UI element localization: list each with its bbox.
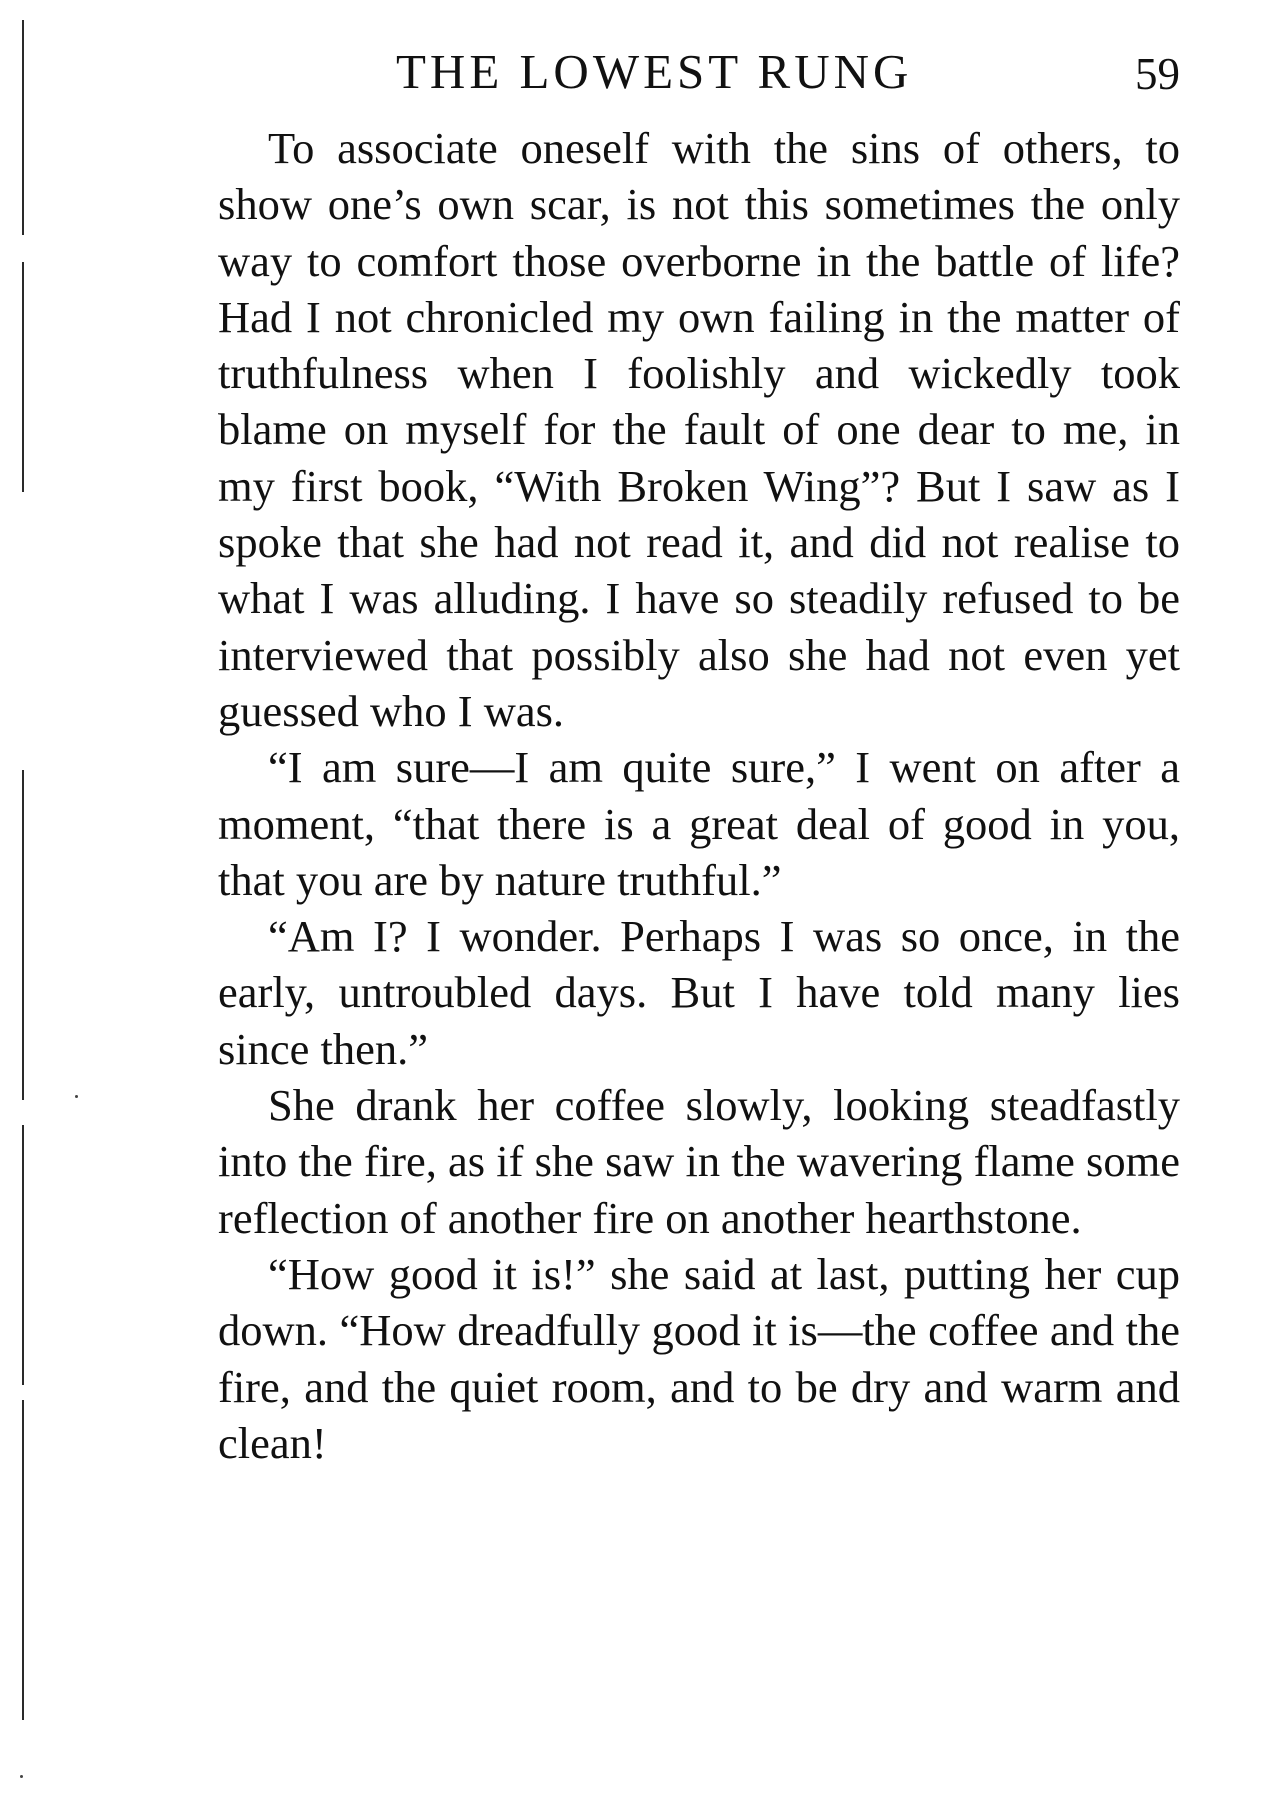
running-title: THE LOWEST RUNG xyxy=(396,44,913,99)
page-header xyxy=(218,42,1180,102)
scan-speck xyxy=(75,1095,78,1098)
paragraph: To associate oneself with the sins of others, to show one’s own scar, is not this sometimes the only way to comfort those overborne in the battle of life? Had I not chronicled my own failing in the matter of truthfulness when I foolishly and wickedly took blame on myself for the fault of one dear to me, in my first book, “With Broken Wing”? But I saw as I spoke that she had not read it, and did not realise to what I was alluding. I have so steadily refused to be interviewed that possibly also she had not even yet guessed who I was. xyxy=(218,123,1180,736)
gutter-edge-mark xyxy=(22,1125,24,1385)
body-text xyxy=(218,120,1180,1471)
gutter-edge-mark xyxy=(22,262,24,492)
gutter-edge-mark xyxy=(22,770,24,1100)
paragraph: She drank her coffee slowly, looking steadfastly into the fire, as if she saw in the wavering flame some reflection of another fire on another hearthstone. xyxy=(218,1080,1180,1243)
scan-speck xyxy=(20,1775,23,1778)
paragraph: “Am I? I wonder. Perhaps I was so once, in the early, untroubled days. But I have told many lies since then.” xyxy=(218,911,1180,1074)
page-number: 59 xyxy=(1135,49,1180,99)
paragraph: “I am sure—I am quite sure,” I went on after a moment, “that there is a great deal of good in you, that you are by nature truthful.” xyxy=(218,742,1180,905)
paragraph: “How good it is!” she said at last, putting her cup down. “How dreadfully good it is—the coffee and the fire, and the quiet room, and to be dry and warm and clean! xyxy=(218,1248,1180,1468)
gutter-edge-mark xyxy=(22,20,24,235)
gutter-edge-mark xyxy=(22,1400,24,1720)
